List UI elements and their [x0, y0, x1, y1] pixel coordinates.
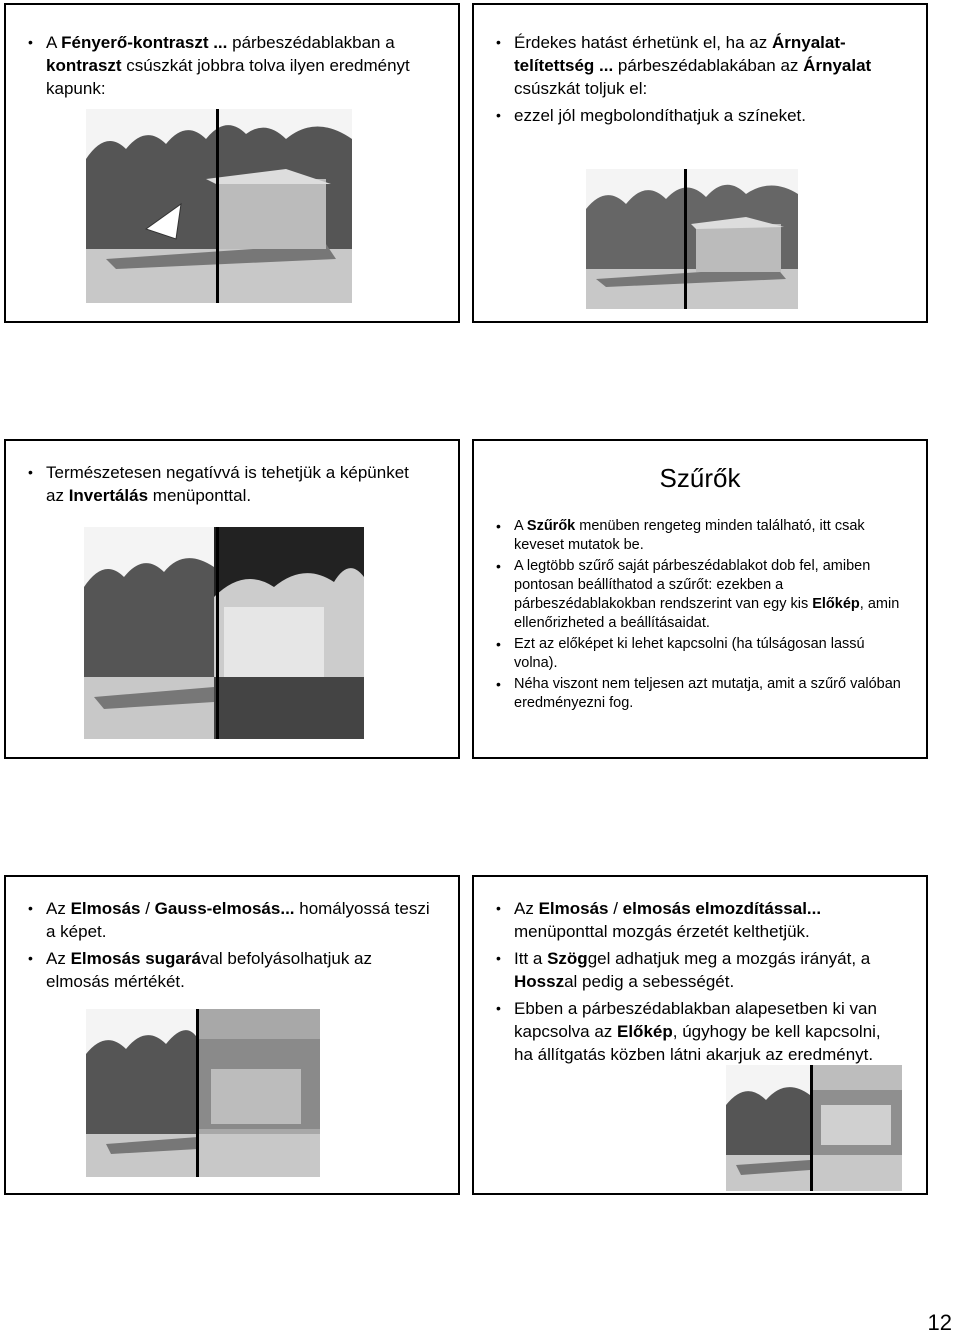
bullet-item — [494, 517, 904, 555]
slide-hue-saturation — [472, 3, 928, 323]
bullet-item — [494, 557, 904, 633]
text-run: val befolyásolhatjuk az elmosás mértékét. — [46, 949, 373, 991]
bold-text: Gauss-elmosás... — [154, 899, 295, 918]
text-run: Ebben a párbeszédablakban alapesetben ki van kapcsolva az — [514, 999, 877, 1041]
bullet-item — [494, 104, 904, 127]
before-after-divider — [216, 527, 219, 739]
bold-text: kontraszt — [46, 56, 122, 75]
slide-brightness-contrast — [4, 3, 460, 323]
text-run: menüponttal mozgás érzetét kelthetjük. — [514, 922, 810, 941]
bullet-item — [494, 897, 904, 943]
boat-photo-blur — [86, 1009, 320, 1177]
boat-photo-inverted — [84, 527, 364, 739]
text-run: Az — [46, 949, 71, 968]
slide-title: Szűrők — [659, 463, 741, 493]
before-after-divider — [810, 1065, 813, 1191]
text-run: Az — [46, 899, 71, 918]
text-run: A legtöbb szűrő saját párbeszédablakot dob fel, amiben pontosan beállíthatod a szűrőt: ezekben a párbeszédablakokban rendszerint van egy kis — [514, 558, 871, 612]
text-run: A — [46, 33, 62, 52]
bold-text: Előkép — [617, 1022, 673, 1041]
bullet-item — [26, 947, 436, 993]
bullet-list — [26, 31, 426, 104]
text-run: Ezt az előképet ki lehet kapcsolni (ha túlságosan lassú volna). — [514, 636, 865, 671]
slide-filters — [472, 439, 928, 759]
text-run: párbeszédablakában az — [613, 56, 804, 75]
bullet-list — [26, 897, 436, 997]
text-run: gel adhatjuk meg a mozgás irányát, a — [587, 949, 871, 968]
boat-photo-contrast — [86, 109, 352, 303]
text-run: csúszkát toljuk el: — [514, 79, 648, 98]
bold-text: Hossz — [514, 972, 565, 991]
bold-text: Előkép — [812, 596, 860, 612]
text-run: , úgyhogy be kell kapcsolni, ha állítgatás közben látni akarjuk az eredményt. — [514, 1022, 881, 1064]
bold-text: Szög — [547, 949, 588, 968]
before-after-divider — [684, 169, 687, 309]
text-run: Érdekes hatást érhetünk el, ha az — [514, 33, 772, 52]
bullet-item — [26, 897, 436, 943]
boat-photo-motion-blur — [726, 1065, 902, 1191]
bullet-item — [494, 31, 904, 100]
text-run: párbeszédablakban a — [227, 33, 395, 52]
text-run: homályossá teszi a képet. — [46, 899, 430, 941]
text-run: Természetesen negatívvá is tehetjük a képünket az — [46, 463, 409, 505]
bullet-item — [494, 997, 904, 1066]
text-run: menüben rengeteg minden található, itt csak keveset mutatok be. — [514, 518, 865, 553]
page-number: 12 — [927, 1310, 952, 1335]
bullet-item — [494, 675, 904, 713]
bullet-list — [494, 31, 904, 131]
text-run: al pedig a sebességét. — [564, 972, 735, 991]
slide-invert — [4, 439, 460, 759]
bold-text: Fényerő-kontraszt ... — [61, 33, 228, 52]
bold-text: elmosás elmozdítással... — [622, 899, 822, 918]
text-run: / — [608, 899, 623, 918]
bullet-list — [26, 461, 426, 511]
text-run: A — [514, 518, 527, 534]
bold-text: Elmosás — [70, 899, 141, 918]
bold-text: Elmosás sugará — [70, 949, 201, 968]
text-run: Az — [514, 899, 539, 918]
text-run: Néha viszont nem teljesen azt mutatja, amit a szűrő valóban eredményezni fog. — [514, 676, 901, 711]
bullet-item — [494, 635, 904, 673]
before-after-divider — [196, 1009, 199, 1177]
bold-text: Szűrők — [526, 518, 576, 534]
bullet-list — [494, 897, 904, 1070]
bullet-item — [26, 461, 426, 507]
slide-motion-blur — [472, 875, 928, 1195]
boat-photo-hue — [586, 169, 798, 309]
before-after-divider — [216, 109, 219, 303]
text-run: Itt a — [514, 949, 548, 968]
bold-text: Árnyalat — [803, 56, 872, 75]
bold-text: Elmosás — [538, 899, 609, 918]
text-run: ezzel jól megbolondíthatjuk a színeket. — [514, 106, 807, 125]
bold-text: Árnyalat-telítettség ... — [514, 33, 846, 75]
bullet-item — [494, 947, 904, 993]
bullet-list — [494, 517, 904, 715]
bullet-item — [26, 31, 426, 100]
text-run: menüponttal. — [148, 486, 252, 505]
text-run: / — [140, 899, 155, 918]
bold-text: Invertálás — [68, 486, 149, 505]
slide-gaussian-blur — [4, 875, 460, 1195]
text-run: csúszkát jobbra tolva ilyen eredményt kapunk: — [46, 56, 410, 98]
text-run: , amin ellenőrizheted a beállításaidat. — [514, 596, 900, 631]
